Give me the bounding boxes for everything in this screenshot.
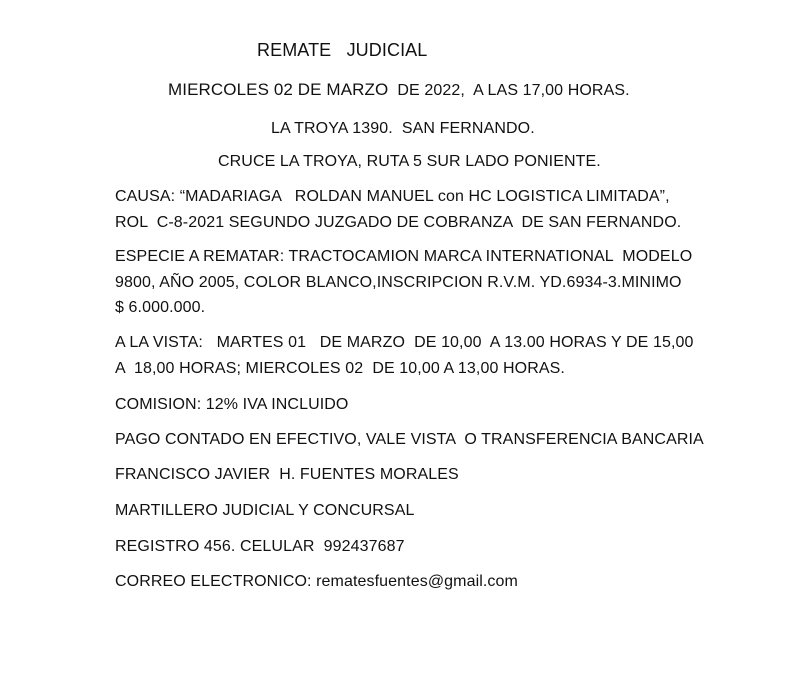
vista-line-2: A 18,00 HORAS; MIERCOLES 02 DE 10,00 A 13,00 HORAS.: [115, 360, 565, 377]
auction-date: [168, 79, 630, 102]
martillero-name: FRANCISCO JAVIER H. FUENTES MORALES: [115, 466, 459, 483]
auction-date-main: MIERCOLES 02 DE MARZO: [168, 80, 389, 99]
martillero-title: MARTILLERO JUDICIAL Y CONCURSAL: [115, 502, 415, 519]
causa-line-2: ROL C-8-2021 SEGUNDO JUZGADO DE COBRANZA DE SAN FERNANDO.: [115, 214, 682, 231]
vista-line-1: A LA VISTA: MARTES 01 DE MARZO DE 10,00 A 13.00 HORAS Y DE 15,00: [115, 334, 694, 351]
especie-line-2: 9800, AÑO 2005, COLOR BLANCO,INSCRIPCION R.V.M. YD.6934-3.MINIMO: [115, 274, 682, 291]
registro-line: REGISTRO 456. CELULAR 992437687: [115, 538, 405, 555]
auction-crossing: CRUCE LA TROYA, RUTA 5 SUR LADO PONIENTE.: [218, 153, 601, 170]
auction-address: LA TROYA 1390. SAN FERNANDO.: [271, 120, 535, 137]
especie-line-3: $ 6.000.000.: [115, 299, 206, 316]
notice-title: REMATE JUDICIAL: [257, 40, 428, 60]
causa-line-1: CAUSA: “MADARIAGA ROLDAN MANUEL con HC LOGISTICA LIMITADA”,: [115, 188, 670, 205]
especie-line-1: ESPECIE A REMATAR: TRACTOCAMION MARCA INTERNATIONAL MODELO: [115, 248, 693, 265]
pago-line: PAGO CONTADO EN EFECTIVO, VALE VISTA O TRANSFERENCIA BANCARIA: [115, 431, 704, 448]
comision-line: COMISION: 12% IVA INCLUIDO: [115, 396, 349, 413]
auction-date-rest: DE 2022, A LAS 17,00 HORAS.: [388, 82, 630, 99]
correo-line: CORREO ELECTRONICO: rematesfuentes@gmail.com: [115, 573, 518, 590]
